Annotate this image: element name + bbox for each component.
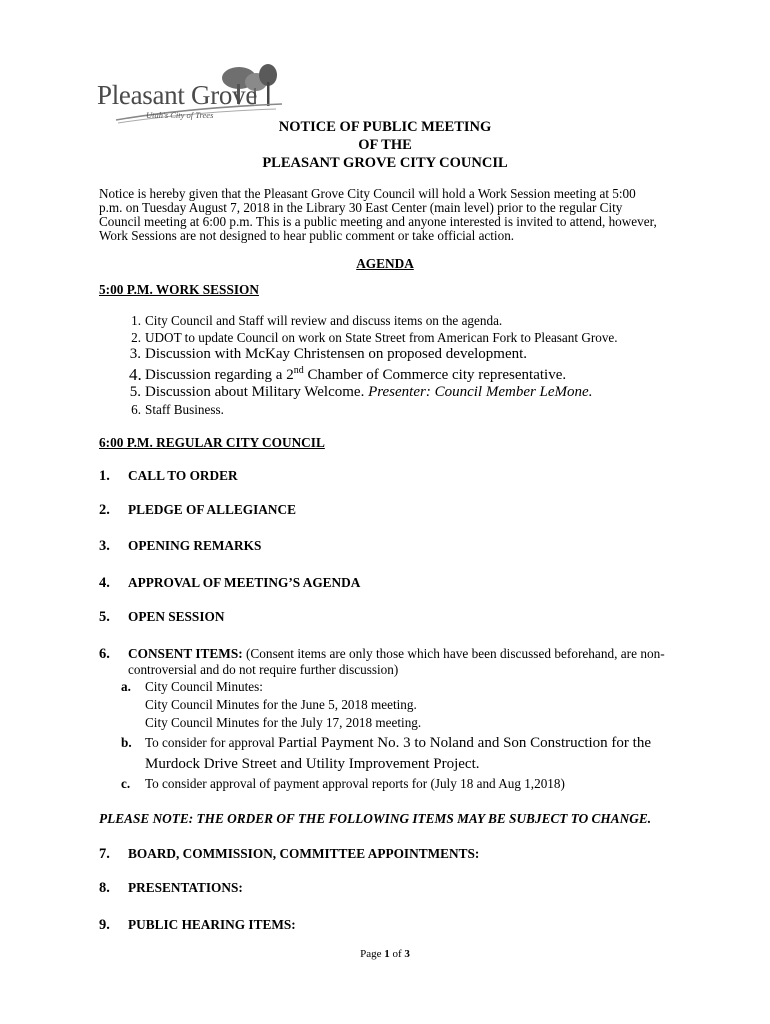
consent-item-a-sub-1: City Council Minutes for the June 5, 2018 meeting. [145, 697, 417, 712]
order-change-note: PLEASE NOTE: THE ORDER OF THE FOLLOWING ITEMS MAY BE SUBJECT TO CHANGE. [99, 811, 652, 826]
work-item-6: 6. Staff Business. [131, 402, 224, 417]
title-line-1: NOTICE OF PUBLIC MEETING [278, 119, 492, 135]
consent-item-b: b. To consider for approval Partial Payment No. 3 to Noland and Son Construction for the [121, 735, 651, 751]
title-line-3: PLEASANT GROVE CITY COUNCIL [262, 155, 508, 171]
consent-item-b-line-2: Murdock Drive Street and Utility Improvement Project. [145, 756, 480, 772]
regular-item-1: 1. CALL TO ORDER [99, 468, 238, 484]
work-item-3: 3. Discussion with McKay Christensen on proposed development. [129, 346, 528, 362]
work-session-heading: 5:00 P.M. WORK SESSION [99, 282, 259, 297]
title-line-2: OF THE [358, 137, 412, 153]
notice-line-3: Council meeting at 6:00 p.m. This is a public meeting and anyone interested is invited to attend, however, [99, 214, 657, 229]
work-item-1: 1. City Council and Staff will review and discuss items on the agenda. [131, 313, 503, 328]
work-item-5: 5. Discussion about Military Welcome. Presenter: Council Member LeMone. [129, 384, 593, 400]
regular-item-4: 4. APPROVAL OF MEETING’S AGENDA [99, 575, 361, 591]
agenda-heading: AGENDA [356, 256, 414, 271]
logo-tagline: Utah's City of Trees [146, 110, 214, 120]
work-item-2: 2. UDOT to update Council on work on State Street from American Fork to Pleasant Grove. [131, 330, 618, 345]
notice-line-4: Work Sessions are not designed to hear public comment or take official action. [99, 228, 515, 243]
regular-item-3: 3. OPENING REMARKS [99, 538, 262, 554]
regular-council-heading: 6:00 P.M. REGULAR CITY COUNCIL [99, 435, 325, 450]
notice-line-2: p.m. on Tuesday August 7, 2018 in the Library 30 East Center (main level) prior to the regular City [99, 200, 623, 215]
later-item-9: 9. PUBLIC HEARING ITEMS: [99, 917, 296, 933]
notice-line-1: Notice is hereby given that the Pleasant Grove City Council will hold a Work Session meeting at 5:00 [99, 186, 636, 201]
consent-item-a: a. City Council Minutes: [121, 679, 263, 694]
consent-desc-line-2: controversial and do not require further discussion) [128, 662, 399, 677]
later-item-7: 7. BOARD, COMMISSION, COMMITTEE APPOINTMENTS: [99, 846, 480, 862]
consent-item-a-sub-2: City Council Minutes for the July 17, 2018 meeting. [145, 715, 422, 730]
regular-item-5: 5. OPEN SESSION [99, 609, 225, 625]
consent-items: 6. CONSENT ITEMS: (Consent items are only those which have been discussed beforehand, are non- [99, 646, 665, 662]
page-footer: Page 1 of 3 [360, 948, 410, 960]
work-item-4: 4. Discussion regarding a 2nd Chamber of Commerce city representative. [129, 365, 567, 384]
regular-item-2: 2. PLEDGE OF ALLEGIANCE [99, 502, 296, 518]
later-item-8: 8. PRESENTATIONS: [99, 880, 243, 896]
logo-wordmark: Pleasant Grove [97, 80, 258, 110]
consent-item-c: c. To consider approval of payment approval reports for (July 18 and Aug 1,2018) [121, 776, 565, 791]
